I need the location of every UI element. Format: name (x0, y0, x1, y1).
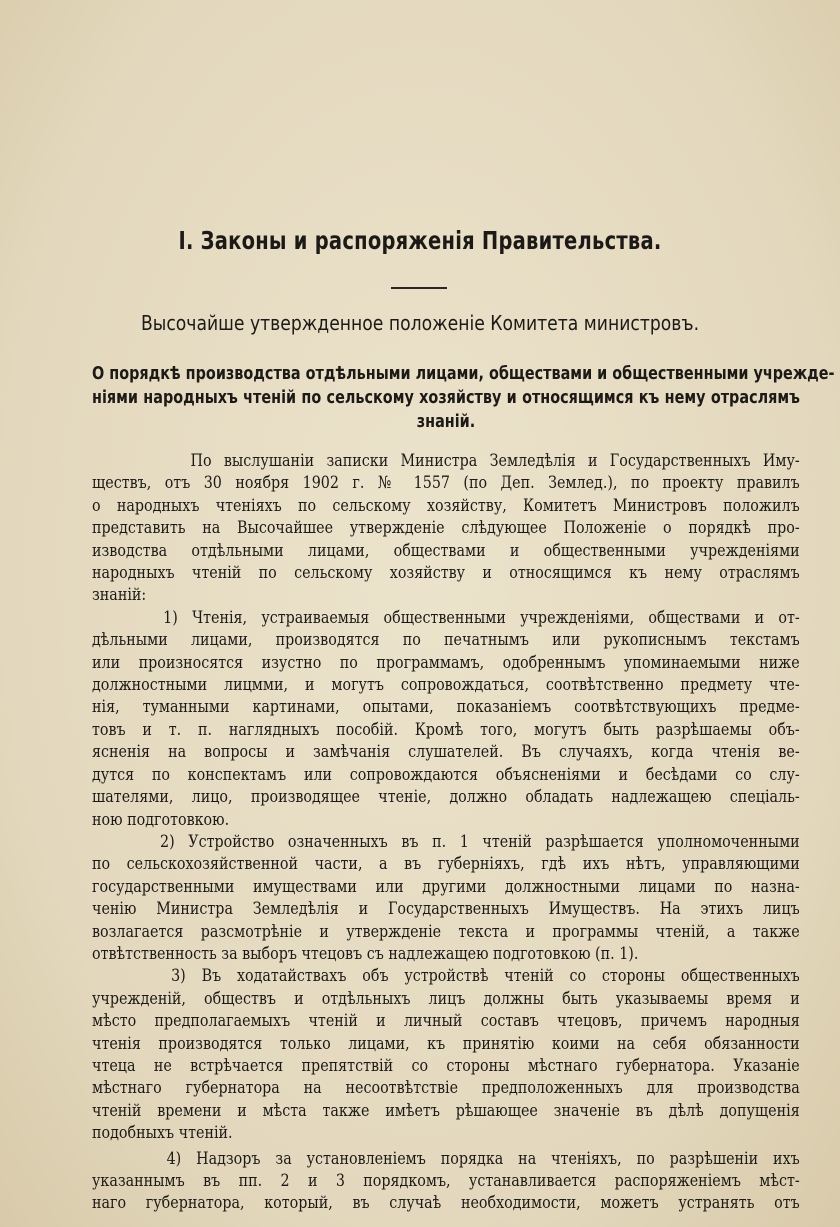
body-line: учрежденій, обществъ и отдѣльныхъ лицъ должны быть указываемы время и (92, 988, 800, 1009)
body-line: указаннымъ въ пп. 2 и 3 порядкомъ, устанавливается распоряженіемъ мѣст- (92, 1171, 800, 1191)
body-line: подобныхъ чтеній. (92, 1123, 233, 1144)
body-line: По выслушаніи записки Министра Земледѣлія и Государственныхъ Иму- (92, 451, 800, 471)
body-line: возлагается разсмотрѣніе и утвержденіе текста и программы чтеній, а также (92, 921, 800, 942)
heading-line: ніями народныхъ чтеній по сельскому хозяйству и относящимся къ нему отраслямъ (92, 387, 800, 408)
body-line: по сельскохозяйственной части, а въ губерніяхъ, гдѣ ихъ нѣтъ, управляющими (92, 854, 800, 875)
body-line: дутся по конспектамъ или сопровождаются объясненіями и бесѣдами со слу- (92, 764, 800, 785)
body-line: представить на Высочайшее утвержденіе слѣдующее Положеніе о порядкѣ про- (92, 518, 800, 539)
title-divider (391, 287, 447, 289)
section-title: I. Законы и распоряженія Правительства. (178, 226, 662, 255)
body-line: ною подготовкою. (92, 809, 230, 830)
heading-line: знаній. (416, 411, 476, 432)
body-line: мѣстнаго губернатора на несоотвѣтствіе предположенныхъ для производства (92, 1078, 800, 1099)
body-line: 2) Устройство означенныхъ въ п. 1 чтеній разрѣшается уполномоченными (92, 831, 800, 852)
body-line: государственными имуществами или другими должностными лицами по назна- (92, 876, 800, 897)
body-line: наго губернатора, который, въ случаѣ необходимости, можетъ устранять отъ (92, 1193, 800, 1214)
body-line: товъ и т. п. наглядныхъ пособій. Кромѣ того, могутъ быть разрѣшаемы объ- (92, 719, 800, 740)
body-line: 1) Чтенія, устраиваемыя общественными учрежденіями, обществами и от- (92, 607, 800, 628)
body-line: о народныхъ чтеніяхъ по сельскому хозяйству, Комитетъ Министровъ положилъ (92, 495, 800, 516)
body-line: чтеца не встрѣчается препятствій со стороны мѣстнаго губернатора. Указаніе (92, 1055, 800, 1076)
body-line: нія, туманными картинами, опытами, показаніемъ соотвѣтствующихъ предме- (92, 697, 800, 718)
body-line: ществъ, отъ 30 ноября 1902 г. № 1557 (по Деп. Землед.), по проекту правилъ (92, 473, 800, 494)
body-text (92, 450, 800, 1215)
body-line: чтенія производятся только лицами, къ принятію коими на себя обязанности (92, 1033, 800, 1054)
document-subtitle: Высочайше утвержденное положеніе Комитета министровъ. (140, 311, 700, 335)
body-line: изводства отдѣльными лицами, обществами и общественными учрежденіями (92, 540, 800, 561)
body-line: 3) Въ ходатайствахъ объ устройствѣ чтеній со стороны общественныхъ (92, 966, 800, 987)
body-line: знаній: (92, 585, 147, 606)
regulation-heading (92, 362, 835, 434)
body-line: народныхъ чтеній по сельскому хозяйству и относящимся къ нему отраслямъ (92, 563, 800, 584)
body-line: или произносятся изустно по программамъ, одобреннымъ упоминаемыми ниже (92, 652, 800, 673)
body-line: мѣсто предполагаемыхъ чтеній и личный составъ чтецовъ, причемъ народныя (92, 1011, 800, 1032)
heading-line: О порядкѣ производства отдѣльными лицами, обществами и общественными учрежде- (92, 363, 835, 384)
body-line: шателями, лицо, производящее чтеніе, должно обладать надлежащею спеціаль- (92, 787, 800, 808)
body-line: должностными лицмми, и могутъ сопровождаться, соотвѣтственно предмету чте- (92, 675, 800, 696)
body-line: чтеній времени и мѣста также имѣетъ рѣшающее значеніе въ дѣлѣ допущенія (92, 1100, 800, 1121)
body-line: дѣльными лицами, производятся по печатнымъ или рукописнымъ текстамъ (92, 630, 800, 651)
body-line: ясненія на вопросы и замѣчанія слушателей. Въ случаяхъ, когда чтенія ве- (92, 742, 800, 763)
body-line: ченію Министра Земледѣлія и Государственныхъ Имуществъ. На этихъ лицъ (92, 899, 800, 920)
body-line: 4) Надзоръ за установленіемъ порядка на чтеніяхъ, по разрѣшеніи ихъ (92, 1148, 800, 1169)
body-line: отвѣтственность за выборъ чтецовъ съ надлежащею подготовкою (п. 1). (92, 943, 639, 964)
